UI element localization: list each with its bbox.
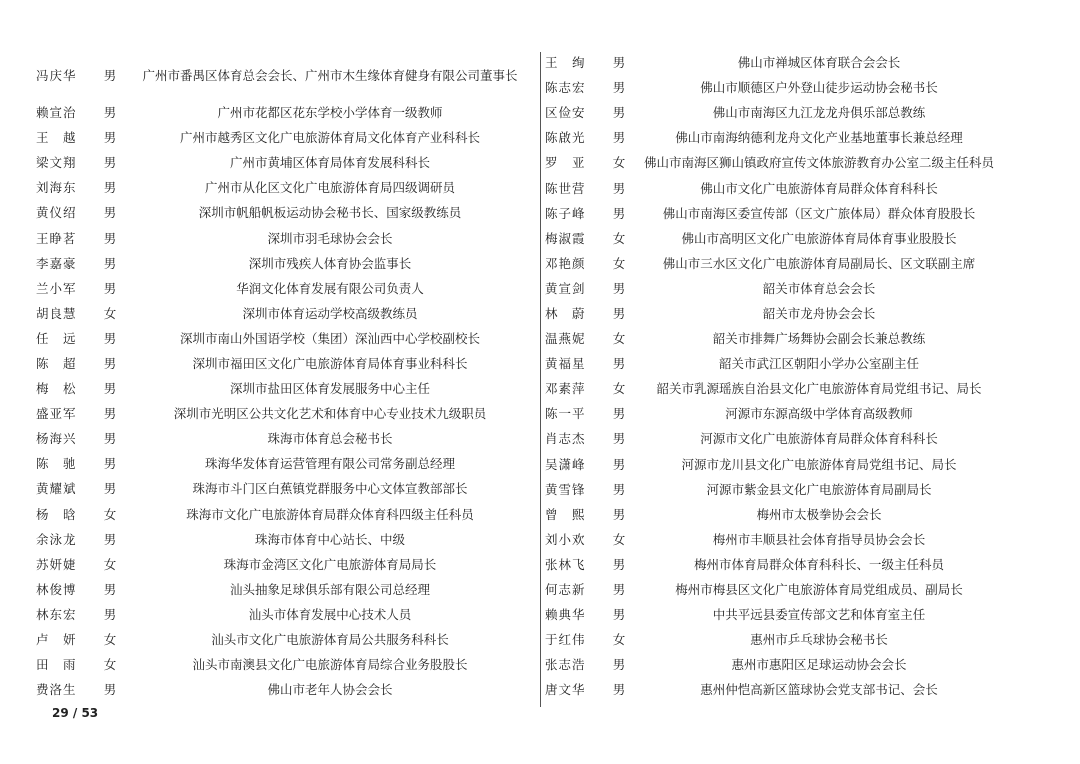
person-gender: 女 <box>612 632 626 648</box>
person-name: 任 远 <box>36 330 77 346</box>
person-name: 杨 晗 <box>36 506 77 522</box>
list-item <box>36 401 536 426</box>
person-gender: 男 <box>612 607 626 623</box>
person-gender: 男 <box>103 67 117 83</box>
person-title: 汕头市文化广电旅游体育局公共服务科科长 <box>211 632 449 648</box>
column-divider <box>540 52 541 707</box>
person-title: 韶关市武江区朝阳小学办公室副主任 <box>718 356 919 372</box>
list-item <box>545 477 1005 502</box>
list-item <box>36 451 536 476</box>
person-name: 黄仪绍 <box>36 205 77 221</box>
person-name: 区俭安 <box>545 105 586 121</box>
person-name: 陈子峰 <box>545 205 586 221</box>
person-name: 杨海兴 <box>36 431 77 447</box>
person-gender: 男 <box>612 130 626 146</box>
person-gender: 女 <box>612 230 626 246</box>
person-title: 珠海市体育总会秘书长 <box>267 431 393 447</box>
person-name: 于红伟 <box>545 632 586 648</box>
person-gender: 男 <box>103 531 117 547</box>
person-name: 王睁茗 <box>36 230 77 246</box>
person-title: 深圳市光明区公共文化艺术和体育中心专业技术九级职员 <box>173 406 487 422</box>
person-gender: 女 <box>103 556 117 572</box>
list-item <box>36 100 536 125</box>
person-title: 佛山市南海纳德利龙舟文化产业基地董事长兼总经理 <box>675 130 963 146</box>
list-item <box>36 476 536 501</box>
person-name: 林东宏 <box>36 606 77 622</box>
list-item <box>545 677 1005 702</box>
person-gender: 男 <box>612 506 626 522</box>
person-title: 惠州市惠阳区足球运动协会会长 <box>731 657 907 673</box>
list-item <box>36 677 536 702</box>
person-title: 珠海市体育中心站长、中级 <box>254 531 405 547</box>
list-item <box>36 351 536 376</box>
person-name: 卢 妍 <box>36 632 77 648</box>
list-item <box>36 627 536 652</box>
person-gender: 女 <box>612 531 626 547</box>
person-name: 林 蔚 <box>545 305 586 321</box>
person-title: 河源市龙川县文化广电旅游体育局党组书记、局长 <box>681 456 957 472</box>
person-name: 黄福星 <box>545 356 586 372</box>
list-item <box>36 251 536 276</box>
list-item <box>545 226 1005 251</box>
list-item <box>545 125 1005 150</box>
person-gender: 男 <box>612 481 626 497</box>
person-gender: 男 <box>103 606 117 622</box>
person-name: 赖典华 <box>545 607 586 623</box>
page-number: 29 / 53 <box>52 706 99 720</box>
person-gender: 男 <box>612 657 626 673</box>
person-gender: 男 <box>103 330 117 346</box>
person-name: 温燕妮 <box>545 331 586 347</box>
list-item <box>545 301 1005 326</box>
person-gender: 男 <box>612 55 626 71</box>
person-gender: 男 <box>612 305 626 321</box>
person-title: 惠州市乒乓球协会秘书长 <box>750 632 888 648</box>
person-title: 佛山市顺德区户外登山徒步运动协会秘书长 <box>700 80 938 96</box>
person-name: 赖宣治 <box>36 105 77 121</box>
list-item <box>545 251 1005 276</box>
person-gender: 女 <box>103 632 117 648</box>
person-title: 汕头市南澳县文化广电旅游体育局综合业务股股长 <box>192 657 468 673</box>
person-name: 陈 超 <box>36 355 77 371</box>
person-title: 广州市黄埔区体育局体育发展科科长 <box>229 155 430 171</box>
person-gender: 男 <box>103 255 117 271</box>
list-item <box>545 50 1005 75</box>
person-name: 罗 亚 <box>545 155 586 171</box>
list-item <box>36 276 536 301</box>
person-gender: 男 <box>103 581 117 597</box>
person-gender: 男 <box>612 582 626 598</box>
list-item <box>545 552 1005 577</box>
person-title: 河源市紫金县文化广电旅游体育局副局长 <box>706 481 932 497</box>
list-item <box>545 426 1005 451</box>
person-title: 佛山市南海区九江龙龙舟俱乐部总教练 <box>712 105 926 121</box>
person-name: 黄耀斌 <box>36 481 77 497</box>
person-title: 广州市番禺区体育总会会长、广州市木生缘体育健身有限公司董事长 <box>142 67 518 83</box>
person-title: 深圳市帆船帆板运动协会秘书长、国家级教练员 <box>198 205 462 221</box>
person-title: 珠海市斗门区白蕉镇党群服务中心文体宣教部部长 <box>192 481 468 497</box>
left-column <box>36 50 536 702</box>
list-item <box>36 200 536 225</box>
person-name: 邓艳颜 <box>545 255 586 271</box>
list-item <box>545 175 1005 200</box>
person-name: 陈世营 <box>545 180 586 196</box>
person-name: 黄宣剑 <box>545 280 586 296</box>
person-name: 冯庆华 <box>36 67 77 83</box>
person-title: 佛山市文化广电旅游体育局群众体育科科长 <box>700 180 938 196</box>
person-title: 佛山市南海区狮山镇政府宣传文体旅游教育办公室二级主任科员 <box>643 155 994 171</box>
list-item <box>545 276 1005 301</box>
person-gender: 男 <box>103 155 117 171</box>
person-title: 深圳市体育运动学校高级教练员 <box>242 305 418 321</box>
person-name: 梅 松 <box>36 381 77 397</box>
person-title: 梅州市梅县区文化广电旅游体育局党组成员、副局长 <box>675 582 963 598</box>
person-title: 珠海市金湾区文化广电旅游体育局局长 <box>223 556 437 572</box>
person-name: 费洛生 <box>36 682 77 698</box>
list-item <box>36 552 536 577</box>
person-gender: 女 <box>612 331 626 347</box>
person-name: 刘海东 <box>36 180 77 196</box>
person-gender: 男 <box>612 180 626 196</box>
list-item <box>36 326 536 351</box>
person-title: 深圳市福田区文化广电旅游体育局体育事业科科长 <box>192 355 468 371</box>
person-gender: 男 <box>103 406 117 422</box>
person-gender: 男 <box>103 105 117 121</box>
person-gender: 男 <box>103 230 117 246</box>
person-gender: 男 <box>103 381 117 397</box>
person-title: 韶关市体育总会会长 <box>762 280 876 296</box>
person-gender: 男 <box>612 205 626 221</box>
person-title: 河源市东源高级中学体育高级教师 <box>725 406 913 422</box>
list-item <box>545 652 1005 677</box>
list-item <box>36 125 536 150</box>
person-name: 苏妍婕 <box>36 556 77 572</box>
person-gender: 女 <box>103 305 117 321</box>
person-gender: 男 <box>103 682 117 698</box>
person-gender: 男 <box>612 356 626 372</box>
person-title: 珠海华发体育运营管理有限公司常务副总经理 <box>204 456 455 472</box>
list-item <box>36 502 536 527</box>
list-item <box>36 50 536 100</box>
person-title: 河源市文化广电旅游体育局群众体育科科长 <box>700 431 938 447</box>
person-name: 黄雪锋 <box>545 481 586 497</box>
person-name: 王 绚 <box>545 55 586 71</box>
person-title: 广州市越秀区文化广电旅游体育局文化体育产业科科长 <box>179 130 480 146</box>
list-item <box>545 376 1005 401</box>
list-item <box>545 452 1005 477</box>
person-title: 汕头抽象足球俱乐部有限公司总经理 <box>229 581 430 597</box>
person-title: 佛山市三水区文化广电旅游体育局副局长、区文联副主席 <box>662 255 976 271</box>
list-item <box>36 652 536 677</box>
list-item <box>36 602 536 627</box>
right-column <box>545 50 1005 702</box>
person-name: 胡良慧 <box>36 305 77 321</box>
list-item <box>36 376 536 401</box>
person-name: 邓素萍 <box>545 381 586 397</box>
person-title: 佛山市禅城区体育联合会会长 <box>737 55 901 71</box>
list-item <box>36 577 536 602</box>
person-gender: 男 <box>612 556 626 572</box>
person-gender: 男 <box>103 456 117 472</box>
person-gender: 男 <box>612 80 626 96</box>
person-name: 梁文翔 <box>36 155 77 171</box>
person-gender: 女 <box>612 155 626 171</box>
person-title: 佛山市南海区委宣传部（区文广旅体局）群众体育股股长 <box>662 205 976 221</box>
person-name: 余泳龙 <box>36 531 77 547</box>
person-title: 佛山市老年人协会会长 <box>267 682 393 698</box>
person-name: 刘小欢 <box>545 531 586 547</box>
person-gender: 女 <box>612 255 626 271</box>
list-item <box>545 502 1005 527</box>
person-title: 韶关市龙舟协会会长 <box>762 305 876 321</box>
person-gender: 男 <box>612 406 626 422</box>
person-gender: 男 <box>612 280 626 296</box>
person-title: 韶关市排舞广场舞协会副会长兼总教练 <box>712 331 926 347</box>
person-name: 陈啟光 <box>545 130 586 146</box>
person-gender: 男 <box>103 180 117 196</box>
person-gender: 男 <box>612 682 626 698</box>
person-title: 梅州市丰顺县社会体育指导员协会会长 <box>712 531 926 547</box>
person-name: 王 越 <box>36 130 77 146</box>
person-title: 深圳市盐田区体育发展服务中心主任 <box>229 381 430 397</box>
person-title: 珠海市文化广电旅游体育局群众体育科四级主任科员 <box>186 506 474 522</box>
person-name: 林俊博 <box>36 581 77 597</box>
person-name: 肖志杰 <box>545 431 586 447</box>
person-gender: 男 <box>103 130 117 146</box>
person-gender: 男 <box>612 456 626 472</box>
person-title: 广州市花都区花东学校小学体育一级教师 <box>217 105 443 121</box>
person-gender: 男 <box>103 481 117 497</box>
list-item <box>545 401 1005 426</box>
person-name: 陈 驰 <box>36 456 77 472</box>
person-name: 曾 熙 <box>545 506 586 522</box>
person-title: 广州市从化区文化广电旅游体育局四级调研员 <box>204 180 455 196</box>
list-item <box>36 527 536 552</box>
person-name: 兰小军 <box>36 280 77 296</box>
list-item <box>36 426 536 451</box>
person-title: 韶关市乳源瑶族自治县文化广电旅游体育局党组书记、局长 <box>656 381 982 397</box>
list-item <box>545 602 1005 627</box>
person-gender: 女 <box>103 506 117 522</box>
list-item <box>545 201 1005 226</box>
list-item <box>545 75 1005 100</box>
list-item <box>545 351 1005 376</box>
list-item <box>545 326 1005 351</box>
person-title: 中共平远县委宣传部文艺和体育室主任 <box>712 607 926 623</box>
list-item <box>36 175 536 200</box>
person-name: 吴潇峰 <box>545 456 586 472</box>
person-name: 何志新 <box>545 582 586 598</box>
person-name: 张林飞 <box>545 556 586 572</box>
person-gender: 男 <box>103 205 117 221</box>
list-item <box>545 577 1005 602</box>
person-name: 梅淑霞 <box>545 230 586 246</box>
person-title: 深圳市南山外国语学校（集团）深汕西中心学校副校长 <box>179 330 480 346</box>
person-name: 唐文华 <box>545 682 586 698</box>
person-title: 华润文化体育发展有限公司负责人 <box>236 280 424 296</box>
person-title: 汕头市体育发展中心技术人员 <box>248 606 412 622</box>
list-item <box>545 527 1005 552</box>
person-title: 梅州市太极拳协会会长 <box>756 506 882 522</box>
person-gender: 男 <box>612 431 626 447</box>
person-title: 惠州仲恺高新区篮球协会党支部书记、会长 <box>700 682 938 698</box>
person-gender: 女 <box>612 381 626 397</box>
person-name: 陈志宏 <box>545 80 586 96</box>
list-item <box>545 100 1005 125</box>
person-title: 深圳市残疾人体育协会监事长 <box>248 255 412 271</box>
person-title: 梅州市体育局群众体育科科长、一级主任科员 <box>693 556 944 572</box>
list-item <box>36 150 536 175</box>
list-item <box>545 150 1005 175</box>
person-gender: 女 <box>103 657 117 673</box>
person-name: 盛亚军 <box>36 406 77 422</box>
person-name: 陈一平 <box>545 406 586 422</box>
person-gender: 男 <box>103 280 117 296</box>
person-title: 佛山市高明区文化广电旅游体育局体育事业股股长 <box>681 230 957 246</box>
person-name: 张志浩 <box>545 657 586 673</box>
person-name: 李嘉豪 <box>36 255 77 271</box>
list-item <box>545 627 1005 652</box>
person-title: 深圳市羽毛球协会会长 <box>267 230 393 246</box>
person-gender: 男 <box>103 431 117 447</box>
person-gender: 男 <box>612 105 626 121</box>
list-item <box>36 301 536 326</box>
person-name: 田 雨 <box>36 657 77 673</box>
list-item <box>36 225 536 250</box>
person-gender: 男 <box>103 355 117 371</box>
